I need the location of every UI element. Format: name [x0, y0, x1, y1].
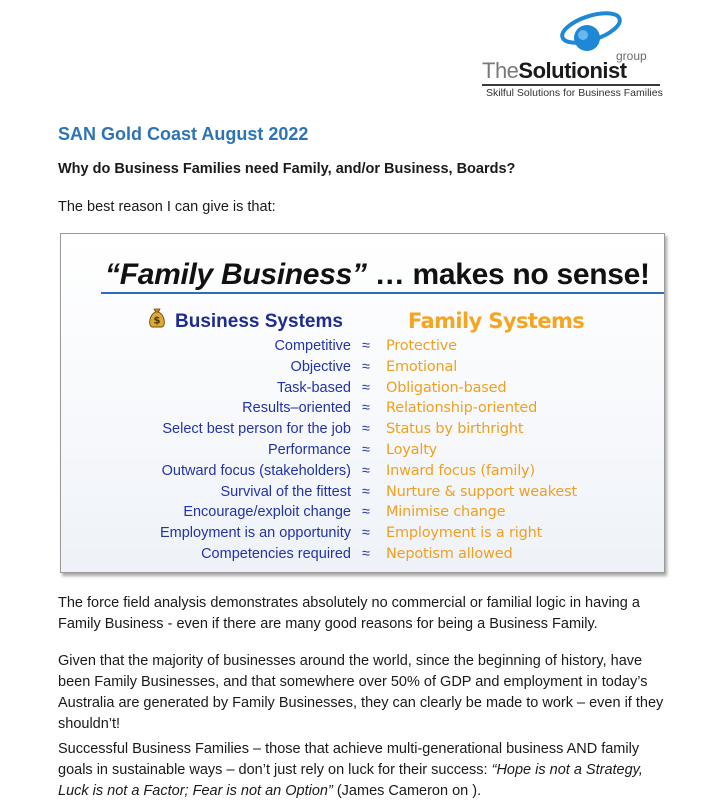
- approx-symbol: ≈: [362, 545, 370, 562]
- family-trait: Loyalty: [386, 441, 438, 458]
- intro-text: The best reason I can give is that:: [58, 199, 276, 215]
- money-bag-icon: [147, 306, 167, 328]
- approx-symbol: ≈: [362, 379, 370, 396]
- company-logo: [470, 8, 670, 99]
- business-trait: Performance: [267, 441, 351, 458]
- page-heading: SAN Gold Coast August 2022: [58, 124, 309, 144]
- comparison-rows: [61, 338, 664, 567]
- comparison-row: [61, 484, 664, 505]
- family-trait: Emotional: [386, 358, 458, 375]
- slide-title-underline: [101, 292, 664, 294]
- business-trait: Select best person for the job: [162, 421, 351, 438]
- approx-symbol: ≈: [362, 525, 370, 542]
- comparison-row: [61, 380, 664, 401]
- business-trait: Outward focus (stakeholders): [161, 462, 351, 479]
- approx-symbol: ≈: [362, 421, 370, 438]
- business-trait: Results–oriented: [242, 400, 351, 417]
- logo-tagline: Skilful Solutions for Business Families: [486, 87, 663, 99]
- slide-title: [105, 258, 650, 292]
- approx-symbol: ≈: [362, 441, 370, 458]
- logo-solutionist: Solutionist: [518, 58, 627, 83]
- approx-symbol: ≈: [362, 462, 370, 479]
- paragraph-successful: [58, 739, 668, 802]
- family-trait: Protective: [386, 338, 457, 354]
- approx-symbol: ≈: [362, 504, 370, 521]
- business-trait: Employment is an opportunity: [159, 525, 351, 542]
- paragraph-majority: Given that the majority of businesses around the world, since the beginning of history, have been Family Businesses, and that somewhere over 50% of GDP and employment in today’s Australia are generated by Family Businesses, they can clearly be made to work – even if they shouldn’t!: [58, 653, 664, 732]
- business-trait: Encourage/exploit change: [183, 504, 351, 521]
- comparison-row: [61, 338, 664, 359]
- family-trait: Status by birthright: [386, 421, 524, 438]
- family-trait: Inward focus (family): [386, 462, 535, 479]
- logo-group-text: group: [616, 49, 647, 63]
- approx-symbol: ≈: [362, 483, 370, 500]
- logo-divider: [482, 84, 660, 86]
- comparison-row: [61, 463, 664, 484]
- business-trait: Task-based: [276, 379, 351, 396]
- question-heading: Why do Business Families need Family, and/or Business, Boards?: [58, 161, 516, 177]
- comparison-row: [61, 442, 664, 463]
- swirl-logo-icon: [555, 8, 625, 56]
- approx-symbol: ≈: [362, 338, 370, 354]
- comparison-row: [61, 504, 664, 525]
- family-trait: Minimise change: [386, 504, 506, 521]
- business-trait: Competitive: [274, 338, 351, 354]
- comparison-row: [61, 359, 664, 380]
- comparison-row: [61, 525, 664, 546]
- family-systems-header: Family Systems: [408, 309, 585, 333]
- comparison-row: [61, 421, 664, 442]
- comparison-slide: [60, 233, 665, 573]
- paragraph-force-field: The force field analysis demonstrates absolutely no commercial or familial logic in having a Family Business - even if there are many good reasons for being a Business Family.: [58, 595, 640, 632]
- family-trait: Employment is a right: [386, 525, 543, 542]
- family-trait: Nurture & support weakest: [386, 483, 577, 500]
- slide-title-quoted: “Family Business”: [105, 258, 367, 291]
- logo-the: The: [482, 58, 519, 83]
- paragraph-successful-text: Successful Business Families – those that achieve multi-generational business AND family goals in sustainable ways – don’t just rely on luck for their success:: [58, 741, 640, 778]
- comparison-row: [61, 546, 664, 567]
- slide-title-rest: … makes no sense!: [366, 258, 650, 291]
- logo-brand-name: [482, 58, 627, 84]
- family-trait: Relationship-oriented: [386, 400, 538, 417]
- business-trait: Competencies required: [201, 545, 351, 562]
- approx-symbol: ≈: [362, 358, 370, 375]
- quote-attribution: (James Cameron on ).: [332, 783, 482, 799]
- business-trait: Survival of the fittest: [220, 483, 351, 500]
- business-trait: Objective: [290, 358, 351, 375]
- quote-text: “Hope is not a Strategy, Luck is not a Factor; Fear is not an Option”: [58, 762, 643, 799]
- family-trait: Nepotism allowed: [386, 545, 513, 562]
- family-trait: Obligation-based: [386, 379, 507, 396]
- comparison-row: [61, 400, 664, 421]
- business-systems-header: Business Systems: [175, 311, 343, 332]
- approx-symbol: ≈: [362, 400, 370, 417]
- svg-text:$: $: [153, 315, 161, 327]
